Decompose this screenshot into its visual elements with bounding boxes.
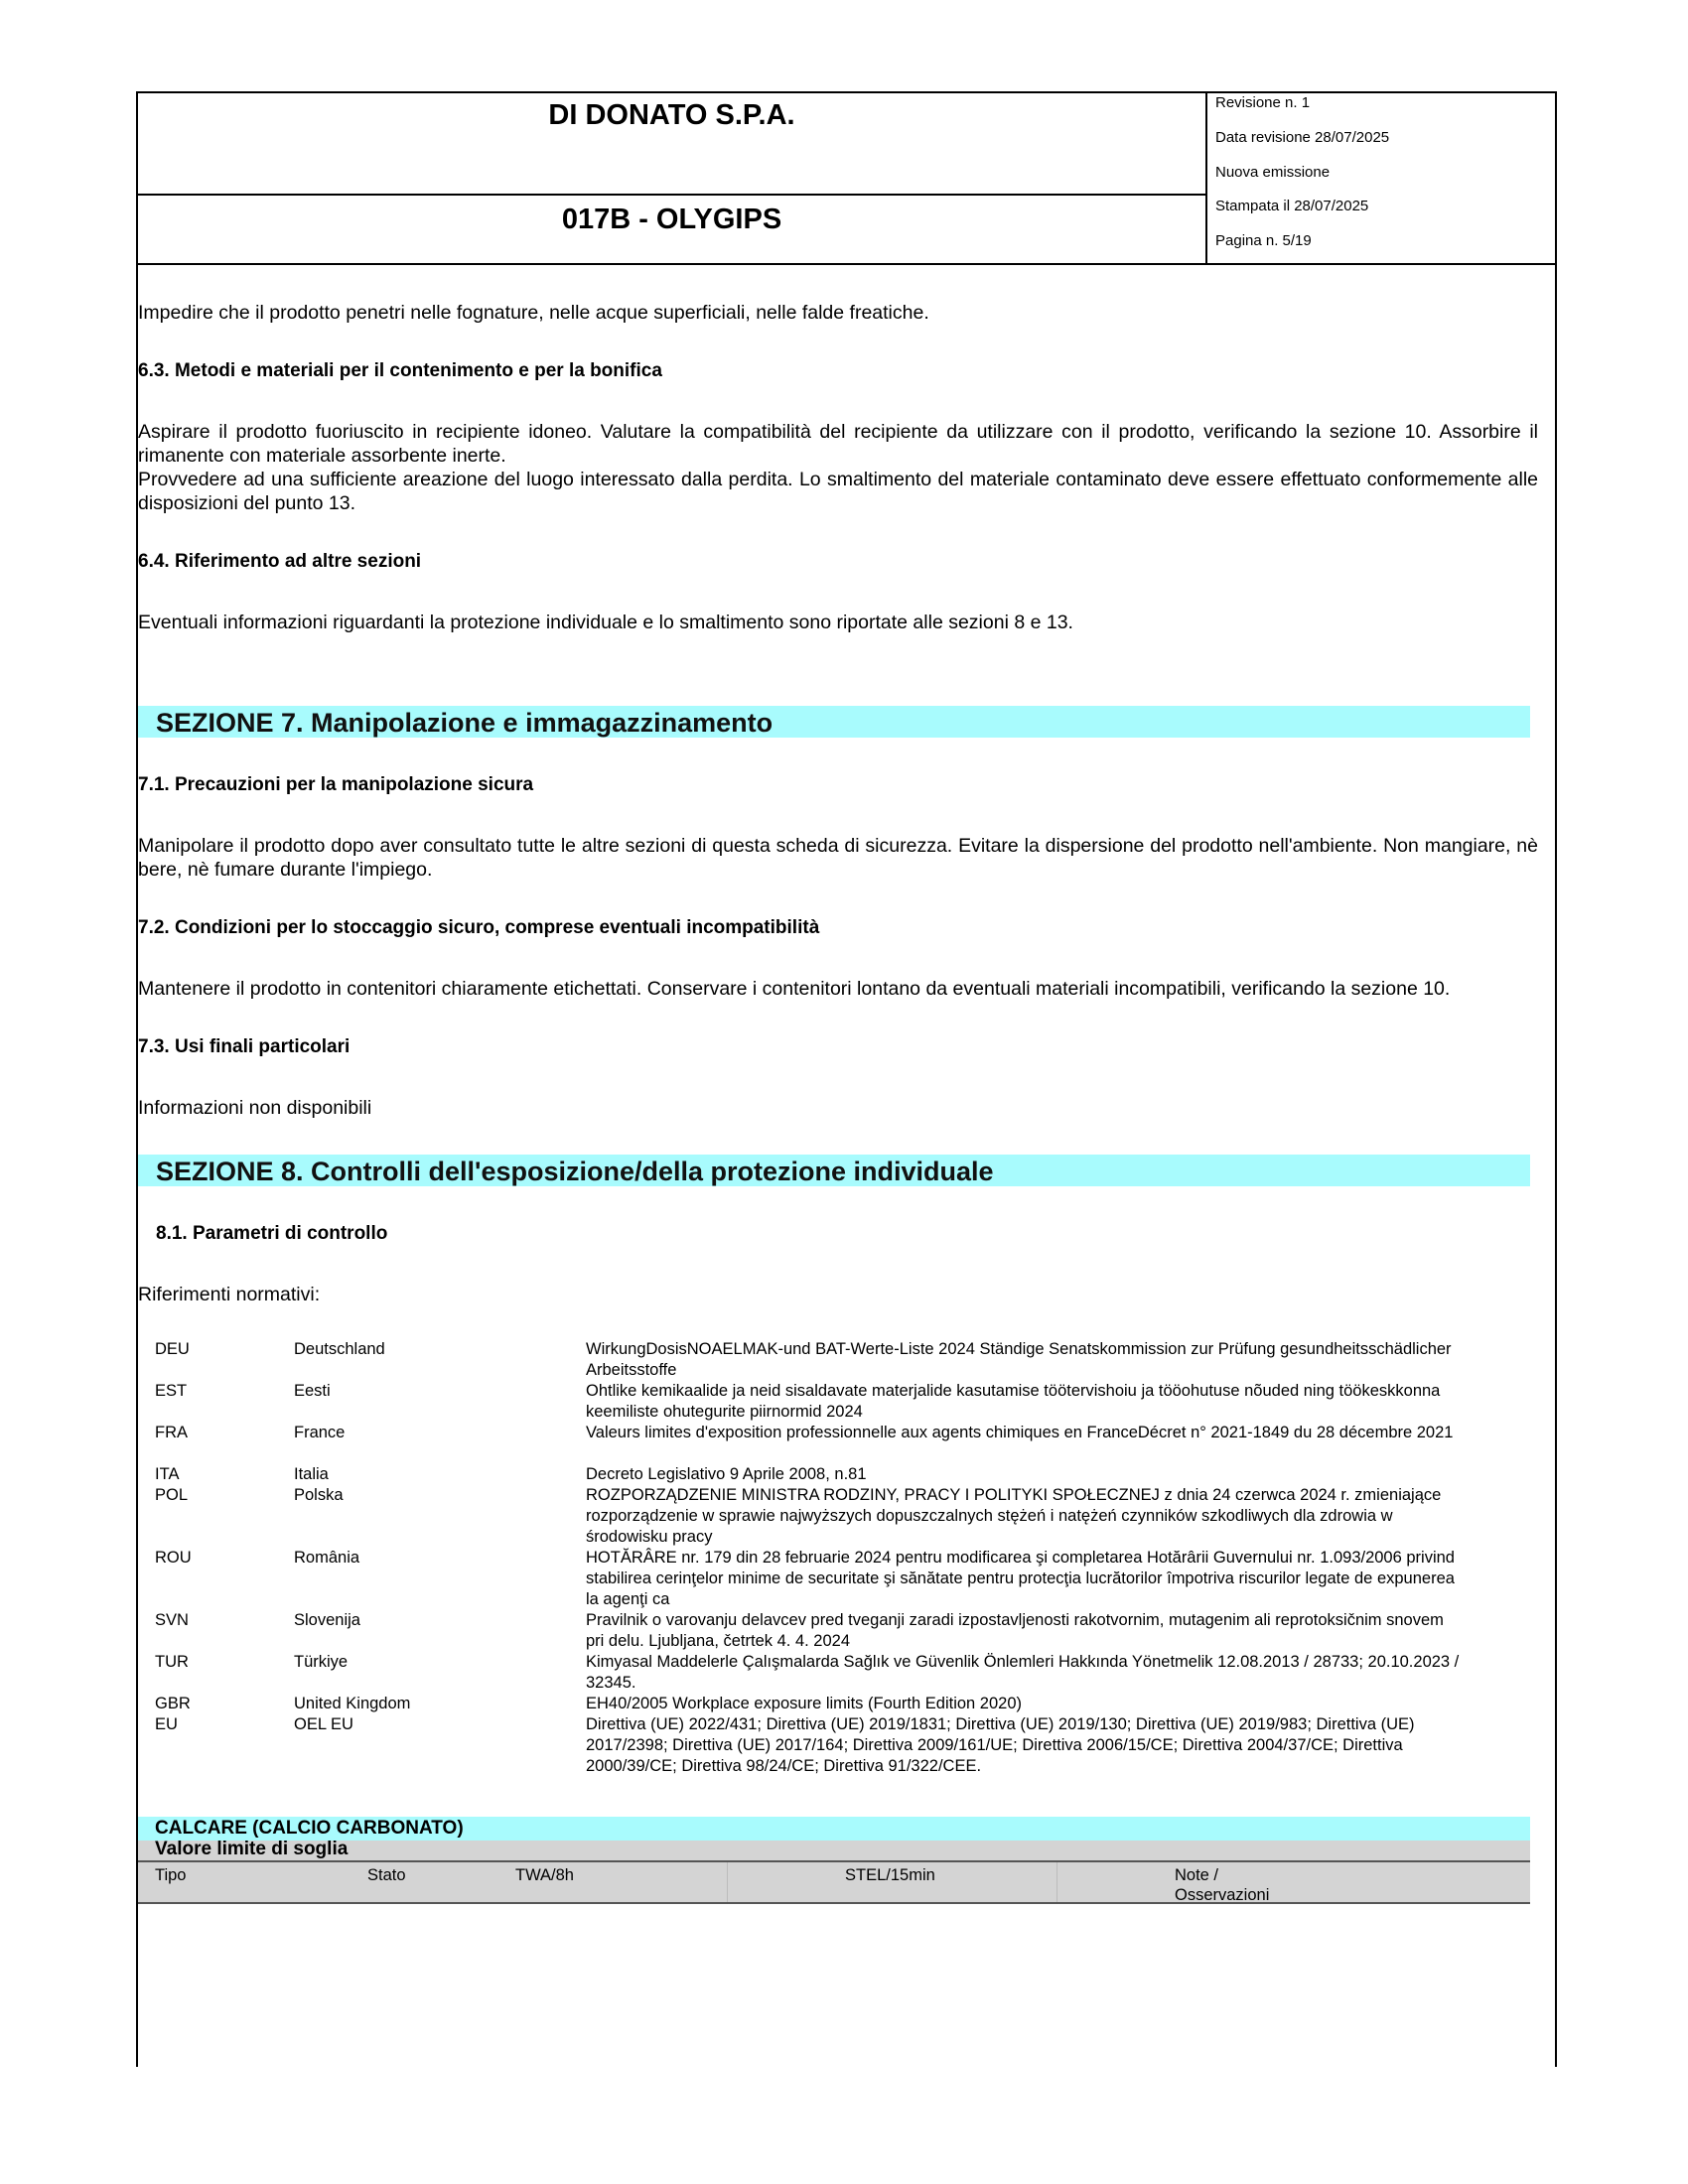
subsection-6-3-paragraph-1: Aspirare il prodotto fuoriuscito in recipiente idoneo. Valutare la compatibilità del recipiente da utilizzare con il prodotto, verificando la sezione 10. Assorbire il rimanente con materiale assorbente inerte.: [138, 421, 1538, 467]
reference-country: Eesti: [294, 1382, 331, 1400]
subsection-7-1-paragraph: Manipolare il prodotto dopo aver consultato tutte le altre sezioni di questa scheda di sicurezza. Evitare la dispersione del prodotto nell'ambiente. Non mangiare, nè bere, nè fumare durante l'impiego.: [138, 835, 1538, 881]
substance-header: [138, 1817, 1530, 1841]
subsection-6-3-title: 6.3. Metodi e materiali per il contenimento e per la bonifica: [138, 360, 662, 381]
section-7-title: SEZIONE 7. Manipolazione e immagazzinamento: [156, 708, 774, 738]
column-header-stel: STEL/15min: [845, 1866, 935, 1884]
substance-name: CALCARE (CALCIO CARBONATO): [155, 1818, 464, 1839]
threshold-header: [138, 1841, 1530, 1860]
subsection-7-2-paragraph: Mantenere il prodotto in contenitori chiaramente etichettati. Conservare i contenitori lontano da eventuali materiali incompatibili, verificando la sezione 10.: [138, 978, 1451, 1000]
reference-code: TUR: [155, 1653, 189, 1671]
subsection-6-4-paragraph: Eventuali informazioni riguardanti la protezione individuale e lo smaltimento sono riportate alle sezioni 8 e 13.: [138, 612, 1073, 633]
reference-country: Türkiye: [294, 1653, 349, 1671]
reference-country: Slovenija: [294, 1611, 360, 1629]
reference-text: Pravilnik o varovanju delavcev pred tveganji zaradi izpostavljenosti rakotvornim, mutagenim ali reprotoksičnim snovem pri delu. Ljubljana, četrtek 4. 4. 2024: [586, 1611, 1444, 1650]
reference-text: Direttiva (UE) 2022/431; Direttiva (UE) 2019/1831; Direttiva (UE) 2019/130; Direttiva (UE) 2019/983; Direttiva (UE) 2017/2398; Direttiva (UE) 2017/164; Direttiva 2009/161/UE; Direttiva 2006/15/CE; Direttiva 2004/37/CE; Direttiva 2000/39/CE; Direttiva 98/24/CE; Direttiva 91/322/CEE.: [586, 1715, 1415, 1775]
reference-text: Kimyasal Maddelerle Çalışmalarda Sağlık ve Güvenlik Önlemleri Hakkında Yönetmelik 12.08.2013 / 28733; 20.10.2023 / 32345.: [586, 1653, 1460, 1692]
revision-date: Data revisione 28/07/2025: [1215, 129, 1390, 146]
column-header-twa: TWA/8h: [515, 1866, 574, 1884]
header-title-block: [138, 93, 1207, 263]
subsection-7-2-title: 7.2. Condizioni per lo stoccaggio sicuro, comprese eventuali incompatibilità: [138, 917, 820, 938]
subsection-7-3-paragraph: Informazioni non disponibili: [138, 1097, 372, 1119]
header-meta-block: [1207, 93, 1555, 263]
reference-country: United Kingdom: [294, 1695, 411, 1712]
reference-code: POL: [155, 1486, 189, 1504]
reference-code: EST: [155, 1382, 188, 1400]
reference-country: France: [294, 1424, 346, 1441]
column-header-type: Tipo: [155, 1866, 187, 1884]
reference-country: Italia: [294, 1465, 329, 1483]
emission-status: Nuova emissione: [1215, 164, 1331, 181]
column-header-notes: Note / Osservazioni: [1175, 1866, 1270, 1904]
reference-code: FRA: [155, 1424, 188, 1441]
reference-text: EH40/2005 Workplace exposure limits (Fourth Edition 2020): [586, 1695, 1022, 1712]
reference-country: Deutschland: [294, 1340, 385, 1358]
company-name: DI DONATO S.P.A.: [138, 93, 1205, 196]
product-name: 017B - OLYGIPS: [561, 204, 782, 235]
column-header-state: Stato: [367, 1866, 406, 1884]
threshold-label: Valore limite di soglia: [155, 1839, 349, 1859]
page-frame-right: [1555, 91, 1557, 2067]
subsection-6-3-paragraph-2: Provvedere ad una sufficiente areazione del luogo interessato dalla perdita. Lo smaltimento del materiale contaminato deve essere effettuato conformemente alle disposizioni del punto 13.: [138, 469, 1538, 514]
subsection-7-3-title: 7.3. Usi finali particolari: [138, 1036, 351, 1057]
page-number: Pagina n. 5/19: [1215, 232, 1312, 249]
subsection-6-4-title: 6.4. Riferimento ad altre sezioni: [138, 551, 422, 572]
document-header: [136, 91, 1557, 265]
reference-text: Ohtlike kemikaalide ja neid sisaldavate materjalide kasutamise töötervishoiu ja tööohutuse nõuded ning töökeskkonna keemiliste ohutegurite piirnormid 2024: [586, 1382, 1441, 1421]
revision-number: Revisione n. 1: [1215, 94, 1311, 111]
reference-code: DEU: [155, 1340, 190, 1358]
intro-paragraph: Impedire che il prodotto penetri nelle fognature, nelle acque superficiali, nelle falde freatiche.: [138, 302, 929, 324]
reference-text: ROZPORZĄDZENIE MINISTRA RODZINY, PRACY I POLITYKI SPOŁECZNEJ z dnia 24 czerwca 2024 r. zmieniające rozporządzenie w sprawie najwyższych dopuszczalnych stężeń i natężeń czynników szkodliwych dla zdrowia w środowisku pracy: [586, 1486, 1442, 1546]
section-8-title: SEZIONE 8. Controlli dell'esposizione/della protezione individuale: [156, 1157, 994, 1186]
page-frame-left: [136, 91, 138, 2067]
reference-country: România: [294, 1549, 360, 1567]
reference-code: EU: [155, 1715, 178, 1733]
reference-code: ROU: [155, 1549, 192, 1567]
reference-country: OEL EU: [294, 1715, 353, 1733]
column-divider: [1056, 1862, 1057, 1902]
references-label: Riferimenti normativi:: [138, 1284, 321, 1305]
column-divider: [727, 1862, 728, 1902]
reference-text: WirkungDosisNOAELMAK-und BAT-Werte-Liste 2024 Ständige Senatskommission zur Prüfung gesundheitsschädlicher Arbeitsstoffe: [586, 1340, 1452, 1379]
reference-text: HOTĂRÂRE nr. 179 din 28 februarie 2024 pentru modificarea şi completarea Hotărârii Guvernului nr. 1.093/2006 privind stabilirea cerinţelor minime de securitate şi sănătate pentru protecţia lucrătorilor împotriva riscurilor legate de expunerea la agenţi ca: [586, 1549, 1455, 1608]
section-7-header: [138, 706, 1530, 738]
print-date: Stampata il 28/07/2025: [1215, 198, 1369, 214]
reference-text: Decreto Legislativo 9 Aprile 2008, n.81: [586, 1465, 867, 1483]
subsection-7-1-title: 7.1. Precauzioni per la manipolazione sicura: [138, 774, 534, 795]
reference-country: Polska: [294, 1486, 344, 1504]
threshold-columns-header: [138, 1860, 1530, 1904]
reference-code: SVN: [155, 1611, 189, 1629]
subsection-8-1-title: 8.1. Parametri di controllo: [156, 1223, 388, 1244]
reference-code: GBR: [155, 1695, 191, 1712]
reference-text: Valeurs limites d'exposition professionnelle aux agents chimiques en FranceDécret n° 2021-1849 du 28 décembre 2021: [586, 1424, 1454, 1441]
section-8-header: [138, 1155, 1530, 1186]
reference-code: ITA: [155, 1465, 180, 1483]
